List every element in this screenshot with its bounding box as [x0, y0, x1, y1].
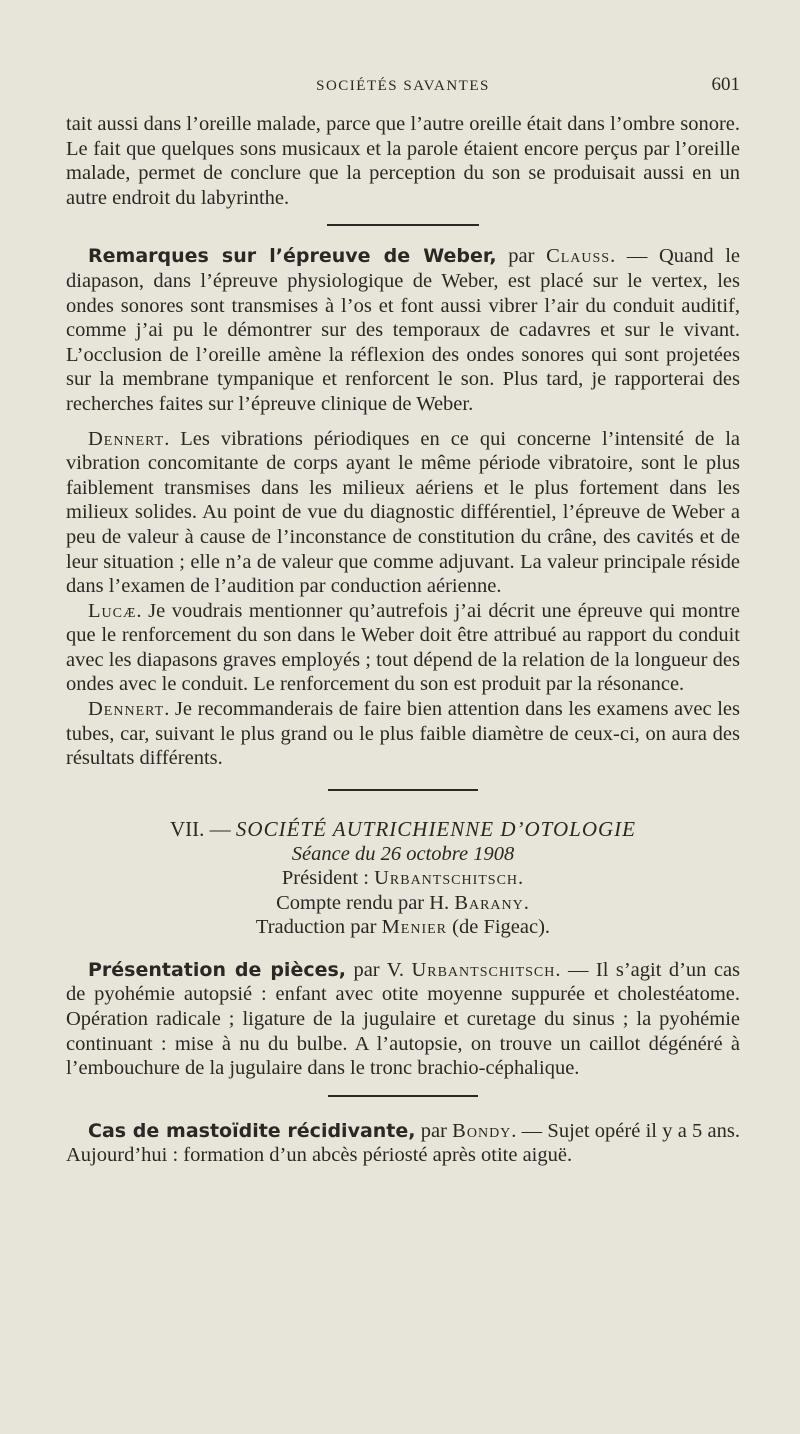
speaker-dennert-1: Dennert — [88, 427, 165, 450]
intro-paragraph: tait aussi dans l’oreille malade, parce que l’autre oreille était dans l’ombre sonore. Le fait que quelques sons musicaux et la parole étaient encore perçus par l’oreille malade, permet de conclure que la perception du son se produisait aussi en un autre endroit du labyrinthe. — [66, 113, 740, 209]
mastoidite-paragraph: Cas de mastoïdite récidivante, par Bondy. — Sujet opéré il y a 5 ans. Aujourd’hui : formation d’un abcès périosté après otite aiguë. — [66, 1119, 740, 1167]
section-title: SOCIÉTÉ AUTRICHIENNE D’OTOLOGIE — [235, 816, 636, 841]
speaker-dennert-2: Dennert — [88, 698, 165, 721]
weber-heading: Remarques sur l’épreuve de Weber, — [88, 245, 497, 268]
mastoidite-heading: Cas de mastoïdite récidivante, — [88, 1119, 416, 1142]
weber-author: Clauss — [546, 245, 611, 268]
section-divider — [327, 224, 479, 226]
dennert-paragraph-2: Dennert. Je recommanderais de faire bien attention dans les examens avec les tubes, car, suivant le plus grand ou le plus faible diamètre de ceux-ci, on aura des résultats différents. — [66, 698, 740, 770]
section-number: VII. — — [170, 816, 236, 841]
dennert-paragraph-1: Dennert. Les vibrations périodiques en ce qui concerne l’intensité de la vibration concomitante de corps ayant le même période vibratoire, sont le plus faiblement transmises dans les milieux aériens et le plus fortement dans les milieux solides. Au point de vue du diagnostic différentiel, l’épreuve de Weber a peu de valeur à cause de l’inconstance de constitution du crâne, des cavités et de leur situation ; elle n’a de valeur que comme adjuvant. La valeur principale réside dans l’examen de l’audition par conduction aérienne. — [66, 427, 740, 598]
weber-paragraph: Remarques sur l’épreuve de Weber, par Clauss. — Quand le diapason, dans l’épreuve physiologique de Weber, est placé sur le vertex, les ondes sonores sont transmises à l’os et font aussi vibrer l’air du conduit auditif, comme j’ai pu le démontrer sur des temporaux de cadavres et sur le vivant. L’occlusion de l’oreille amène la réflexion des ondes sonores qui sont projetées sur la membrane tympanique et renforcent le son. Plus tard, je rapporterai des recherches faites sur l’épreuve clinique de Weber. — [66, 245, 740, 415]
page-number: 601 — [711, 74, 740, 95]
header-title: SOCIÉTÉS SAVANTES — [316, 78, 490, 94]
section-divider — [328, 789, 478, 791]
weber-text: . — Quand le diapason, dans l’épreuve physiologique de Weber, est placé sur le vertex, les ondes sonores sont transmises à l’os et font aussi vibrer l’air du conduit auditif, comme j’ai pu le démontrer sur des temporaux de cadavres et sur le vivant. L’occlusion de l’oreille amène la réflexion des ondes sonores qui sont projetées sur la membrane tympanique et renforcent le son. Plus tard, je rapporterai des recherches faites sur l’épreuve clinique de Weber. — [66, 245, 740, 415]
traduction-line: Traduction par Menier (de Figeac). — [255, 916, 551, 939]
presentation-heading: Présentation de pièces, — [88, 958, 347, 981]
mastoidite-author: Bondy — [452, 1119, 512, 1142]
lucae-paragraph: Lucæ. Je voudrais mentionner qu’autrefois j’ai décrit une épreuve qui montre que le renforcement du son dans le Weber doit être attribué au rapport du conduit avec les diapasons graves employés ; tout dépend de la relation de la longueur des ondes avec le conduit. Le renforcement du son est produit par la résonance. — [66, 599, 740, 696]
compte-rendu-line: Compte rendu par H. Barany. — [276, 891, 530, 914]
speaker-lucae: Lucæ — [88, 599, 137, 622]
document-page — [66, 72, 740, 1168]
section-divider — [328, 1095, 478, 1097]
president-line: Président : Urbantschitsch. — [281, 867, 525, 890]
presentation-author: Urbantschitsch — [411, 958, 556, 981]
section-heading — [66, 817, 740, 842]
seance-date: Séance du 26 octobre 1908 — [291, 842, 515, 865]
running-header — [66, 72, 740, 112]
presentation-paragraph: Présentation de pièces, par V. Urbantschitsch. — Il s’agit d’un cas de pyohémie autopsié : enfant avec otite moyenne suppurée et cholestéatome. Opération radicale ; ligature de la jugulaire et curetage du sinus ; la pyohémie continuant : mise à nu du bulbe. A l’autopsie, on trouve un caillot dégénéré à l’embouchure de la jugulaire dans le tronc brachio-céphalique. — [66, 958, 741, 1080]
